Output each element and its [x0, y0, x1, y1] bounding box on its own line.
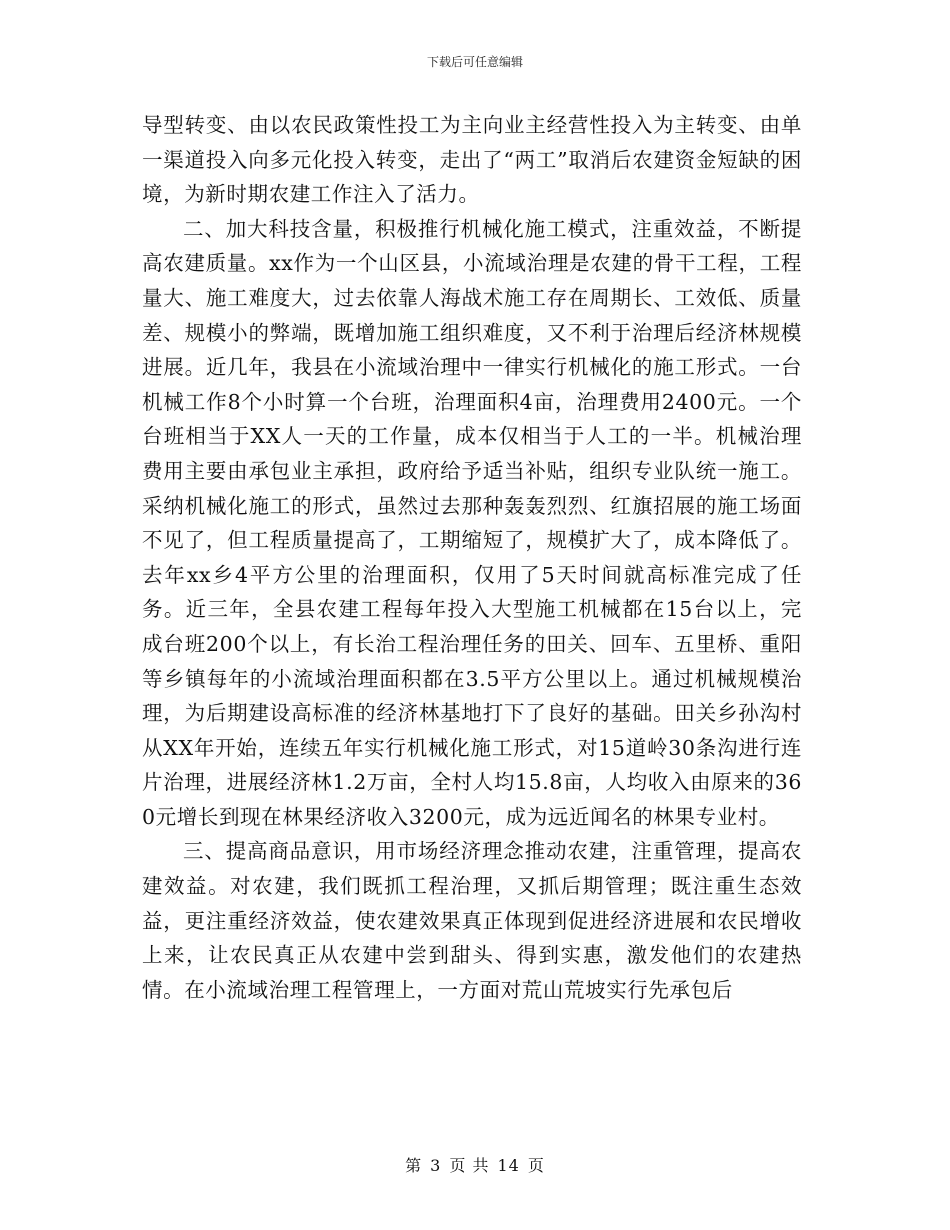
footer-current-page: 3	[430, 1156, 442, 1175]
footer-total-pages: 14	[497, 1156, 520, 1175]
page-header	[0, 54, 950, 70]
page-footer	[0, 1156, 950, 1176]
header-text: 下载后可任意编辑	[426, 55, 523, 69]
footer-middle: 页 共	[449, 1156, 490, 1175]
footer-suffix: 页	[527, 1156, 545, 1175]
paragraph-continuation: 导型转变、由以农民政策性投工为主向业主经营性投入为主转变、由单一渠道投入向多元化投入转变，走出了“两工”取消后农建资金短缺的困境，为新时期农建工作注入了活力。	[142, 113, 802, 207]
paragraph-section-three: 三、提高商品意识，用市场经济理念推动农建，注重管理，提高农建效益。对农建，我们既抓工程治理，又抓后期管理；既注重生态效益，更注重经济效益，使农建效果真正体现到促进经济进展和农民增收上来，让农民真正从农建中尝到甜头、得到实惠，激发他们的农建热情。在小流域治理工程管理上，一方面对荒山荒坡实行先承包后	[142, 839, 802, 1002]
paragraph-section-two: 二、加大科技含量，积极推行机械化施工模式，注重效益，不断提高农建质量。xx作为一个山区县，小流域治理是农建的骨干工程，工程量大、施工难度大，过去依靠人海战术施工存在周期长、工效低、质量差、规模小的弊端，既增加施工组织难度，又不利于治理后经济林规模进展。近几年，我县在小流域治理中一律实行机械化的施工形式。一台机械工作8个小时算一个台班，治理面积4亩，治理费用2400元。一个台班相当于XX人一天的工作量，成本仅相当于人工的一半。机械治理费用主要由承包业主承担，政府给予适当补贴，组织专业队统一施工。采纳机械化施工的形式，虽然过去那种轰轰烈烈、红旗招展的施工场面不见了，但工程质量提高了，工期缩短了，规模扩大了，成本降低了。去年xx乡4平方公里的治理面积，仅用了5天时间就高标准完成了任务。近三年，全县农建工程每年投入大型施工机械都在15台以上，完成台班200个以上，有长治工程治理任务的田关、回车、五里桥、重阳等乡镇每年的小流域治理面积都在3.5平方公里以上。通过机械规模治理，为后期建设高标准的经济林基地打下了良好的基础。田关乡孙沟村从XX年开始，连续五年实行机械化施工形式，对15道岭30条沟进行连片治理，进展经济林1.2万亩，全村人均15.8亩，人均收入由原来的360元增长到现在林果经济收入3200元，成为远近闻名的林果专业村。	[142, 216, 802, 829]
document-body	[142, 108, 802, 1007]
footer-prefix: 第	[405, 1156, 423, 1175]
